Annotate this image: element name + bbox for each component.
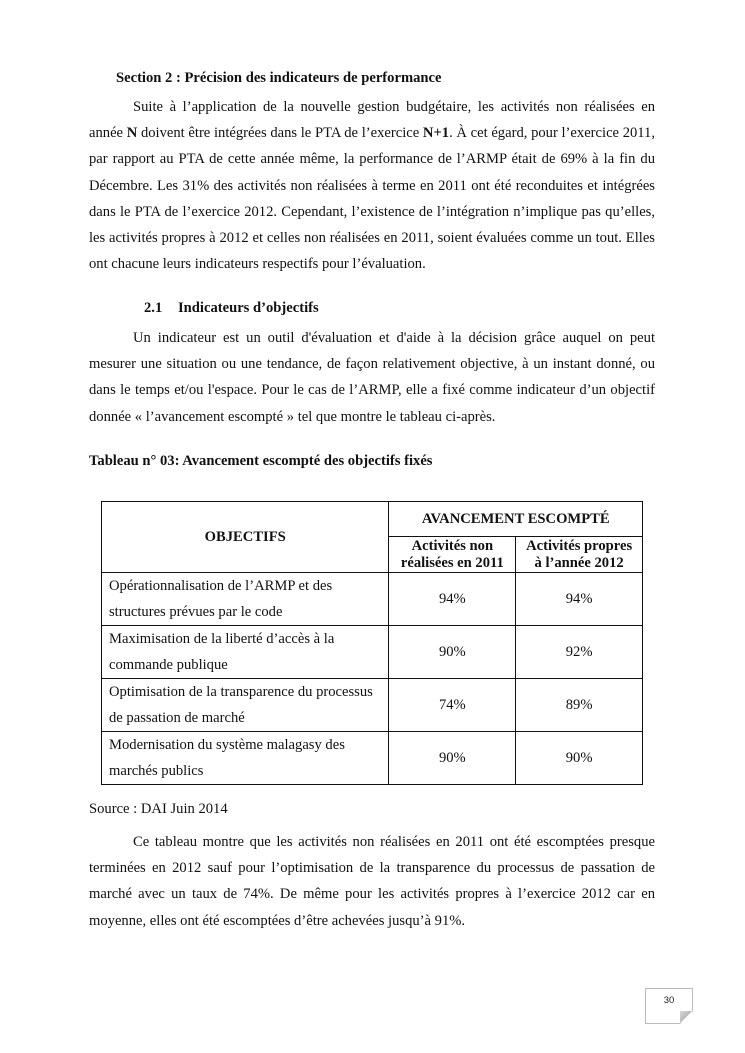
objectives-table (101, 501, 643, 785)
paragraph-budget-management (89, 94, 655, 277)
page-fold-icon (680, 1011, 692, 1023)
table-row (102, 573, 643, 626)
paragraph-text: Suite à l’application de la nouvelle gestion budgétaire, les activités non réalisées en année (89, 99, 655, 142)
value-non-realisees-2011: 94% (389, 573, 516, 626)
objective-cell: Optimisation de la transparence du processus de passation de marché (102, 679, 389, 732)
bold-term-n-plus-1: N+1 (422, 125, 450, 142)
value-propres-2012: 92% (516, 626, 643, 679)
header-avancement-escompte: AVANCEMENT ESCOMPTÉ (389, 502, 643, 537)
objective-cell: Maximisation de la liberté d’accès à la commande publique (102, 626, 389, 679)
page-number-box (645, 988, 693, 1024)
header-line: réalisées en 2011 (400, 554, 504, 571)
value-non-realisees-2011: 90% (389, 732, 516, 785)
table-caption: Tableau n° 03: Avancement escompté des objectifs fixés (89, 453, 433, 469)
value-non-realisees-2011: 74% (389, 679, 516, 732)
table-row (102, 626, 643, 679)
subsection-number: 2.1 (144, 300, 163, 316)
subsection-heading (144, 300, 319, 317)
table-row (102, 732, 643, 785)
subsection-title: Indicateurs d’objectifs (178, 300, 319, 316)
header-line: Activités propres (526, 537, 633, 554)
section-title: Section 2 : Précision des indicateurs de performance (116, 70, 442, 86)
value-non-realisees-2011: 90% (389, 626, 516, 679)
page-number: 30 (663, 995, 675, 1006)
paragraph-text: doivent être intégrées dans le PTA de l’exercice (137, 125, 423, 142)
header-non-realisees-2011 (389, 537, 516, 573)
objective-cell: Opérationnalisation de l’ARMP et des structures prévues par le code (102, 573, 389, 626)
paragraph-table-analysis: Ce tableau montre que les activités non réalisées en 2011 ont été escomptées presque terminées en 2012 sauf pour l’optimisation de la transparence du processus de passation de marché avec un taux de 74%. De même pour les activités propres à l’exercice 2012 car en moyenne, elles ont été escomptées d’être achevées jusqu’à 91%. (89, 834, 655, 929)
paragraph-text: . À cet égard, pour l’exercice 2011, par rapport au PTA de cette année même, la performance de l’ARMP était de 69% à la fin du Décembre. Les 31% des activités non réalisées à terme en 2011 ont été reconduites et intégrées dans le PTA de l’exercice 2012. Cependant, l’existence de l’intégration n’implique pas qu’elles, les activités propres à 2012 et celles non réalisées en 2011, soient évaluées comme un tout. Elles ont chacune leurs indicateurs respectifs pour l’évaluation. (89, 125, 655, 273)
objective-cell: Modernisation du système malagasy des marchés publics (102, 732, 389, 785)
header-line: à l’année 2012 (534, 554, 624, 571)
bold-term-n: N (126, 125, 138, 142)
header-line: Activités non (411, 537, 494, 554)
paragraph-indicator-definition: Un indicateur est un outil d'évaluation et d'aide à la décision grâce auquel on peut mesurer une situation ou une tendance, de façon relativement objective, à un instant donné, ou dans le temps et/ou l'espace. Pour le cas de l’ARMP, elle a fixé comme indicateur d’un objectif donnée « l’avancement escompté » tel que montre le tableau ci-après. (89, 330, 655, 425)
table-row (102, 679, 643, 732)
header-propres-2012 (516, 537, 643, 573)
table-source: Source : DAI Juin 2014 (89, 801, 228, 817)
value-propres-2012: 94% (516, 573, 643, 626)
value-propres-2012: 90% (516, 732, 643, 785)
value-propres-2012: 89% (516, 679, 643, 732)
header-objectives: OBJECTIFS (102, 502, 389, 573)
